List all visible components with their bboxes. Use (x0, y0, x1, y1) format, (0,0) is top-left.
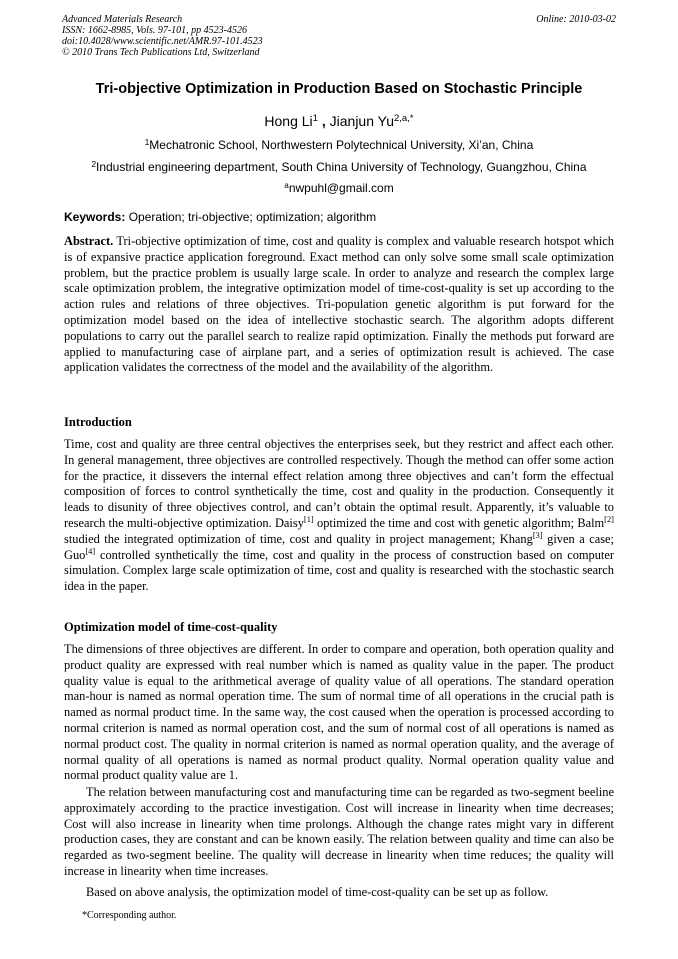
affiliation-1-text: Mechatronic School, Northwestern Polytechnical University, Xi’an, China (149, 138, 534, 152)
section-heading-model: Optimization model of time-cost-quality (64, 620, 278, 634)
citation-1: [1] (303, 514, 314, 525)
author-1-sup: 1 (312, 112, 318, 124)
keywords-text: Operation; tri-objective; optimization; algorithm (125, 210, 377, 224)
model-paragraph-3: Based on above analysis, the optimization model of time-cost-quality can be set up as follow. (86, 885, 549, 899)
intro-text-d: given a case; Guo (64, 531, 614, 562)
email-text: nwpuhl@gmail.com (288, 181, 394, 195)
section-heading-introduction: Introduction (64, 415, 132, 429)
affiliation-2 (40, 160, 638, 174)
issn-line: ISSN: 1662-8985, Vols. 97-101, pp 4523-4526 (62, 25, 247, 36)
journal-header (62, 14, 616, 58)
intro-text-e: controlled synthetically the time, cost and quality in the process of construction based on computer simulation. Complex large scale optimization of time, cost and quality is researched with the stochastic search idea in the paper. (64, 547, 614, 594)
intro-text-c: studied the integrated optimization of time, cost and quality in project management; Khang (64, 531, 533, 546)
citation-3: [3] (532, 530, 543, 541)
keywords (64, 210, 376, 224)
email-sup: a (284, 180, 289, 190)
affiliation-1 (40, 138, 638, 152)
footnote-corresponding-author: *Corresponding author. (82, 910, 177, 921)
copyright-line: © 2010 Trans Tech Publications Ltd, Switzerland (62, 47, 260, 58)
introduction-paragraph (64, 437, 614, 595)
online-date: Online: 2010-03-02 (536, 14, 616, 25)
corresponding-star: * (409, 112, 414, 124)
author-2-sup-text: 2,a, (394, 112, 410, 124)
model-paragraph-2: The relation between manufacturing cost and manufacturing time can be regarded as two-segment beeline approximately according to the practice investigation. Cost will increase in linearity when time decreases; Cost will also increase in linearity when time prolongs. Although the change rates might vary in different production cases, they are constant and can be known easily. The relation between quality and time can also be regarded as two-segment beeline. The quality will decrease in linearity when time reduces; the quality will increase in linearity when time increases. (64, 785, 614, 878)
affiliation-1-sup: 1 (144, 137, 150, 147)
keywords-label: Keywords: (64, 210, 126, 224)
affiliation-2-text: Industrial engineering department, South China University of Technology, Guangzhou, China (96, 160, 587, 174)
citation-4: [4] (85, 545, 96, 556)
affiliation-email (40, 181, 638, 195)
paper-title: Tri-objective Optimization in Production Based on Stochastic Principle (95, 81, 583, 97)
abstract-label: Abstract. (64, 234, 114, 248)
author-1-name: Hong Li (264, 113, 313, 129)
abstract (64, 234, 614, 376)
author-line (40, 113, 638, 129)
doi-line: doi:10.4028/www.scientific.net/AMR.97-101.4523 (62, 36, 263, 47)
author-2-name: Jianjun Yu (329, 113, 394, 129)
author-separator: , (317, 113, 330, 129)
abstract-text: Tri-objective optimization of time, cost and quality is complex and valuable research hotspot which is of expansive practice application foreground. Exact method can only solve some small scale optimization problem, but the practice problem is usually large scale. In order to analyze and research the complex large scale optimization problem, the integrative optimization model of time-cost-quality is set up according to the action rules and relations of three objectives. Tri-population genetic algorithm is put forward for the optimization model based on the idea of intellective stochastic search. The algorithm adopts different populations to carry out the parallel search to realize rapid optimization. Finally the methods put forward are applied to manufacturing case of airplane part, and a series of optimization result is achieved. The case application validates the correctness of the model and the availability of the algorithm. (64, 234, 614, 375)
intro-text-b: optimized the time and cost with genetic algorithm; Balm (313, 515, 605, 530)
author-2-sup (394, 113, 414, 124)
intro-text-a: Time, cost and quality are three central objectives the enterprises seek, but they restrict and affect each other. In general management, three objectives are controlled respectively. Though the method can offer some action for the practice, it dissevers the internal effect relation among three objectives and can’t form the effectual composition of forces to control synthetically the time, cost and quality in the production. Consequently it leads to disunity of three objectives control, and can’t obtain the optimal result. Apparently, it’s valuable to research the multi-objective optimization. Daisy (64, 437, 614, 530)
citation-2: [2] (604, 514, 614, 525)
journal-name: Advanced Materials Research (62, 14, 183, 25)
model-paragraph-1: The dimensions of three objectives are different. In order to compare and operation, both operation quality and product quality are expressed with real number which is named as quality value in the paper. The product quality value is equal to the arithmetical average of quality value of all operations. The standard operation man-hour is named as normal operation time. The sum of normal time of all operations in the crucial path is named as normal product time. In the same way, the cost caused when the operation is processed according to normal criterion is named as normal operation cost, and the sum of normal cost of all operations is named as normal product cost. The quality in normal criterion is named as normal operation quality, and the average of normal quality of all operations is named as normal product quality. Normal operation quality value and normal product quality value are 1. (64, 642, 614, 783)
affiliation-2-sup: 2 (91, 159, 96, 169)
